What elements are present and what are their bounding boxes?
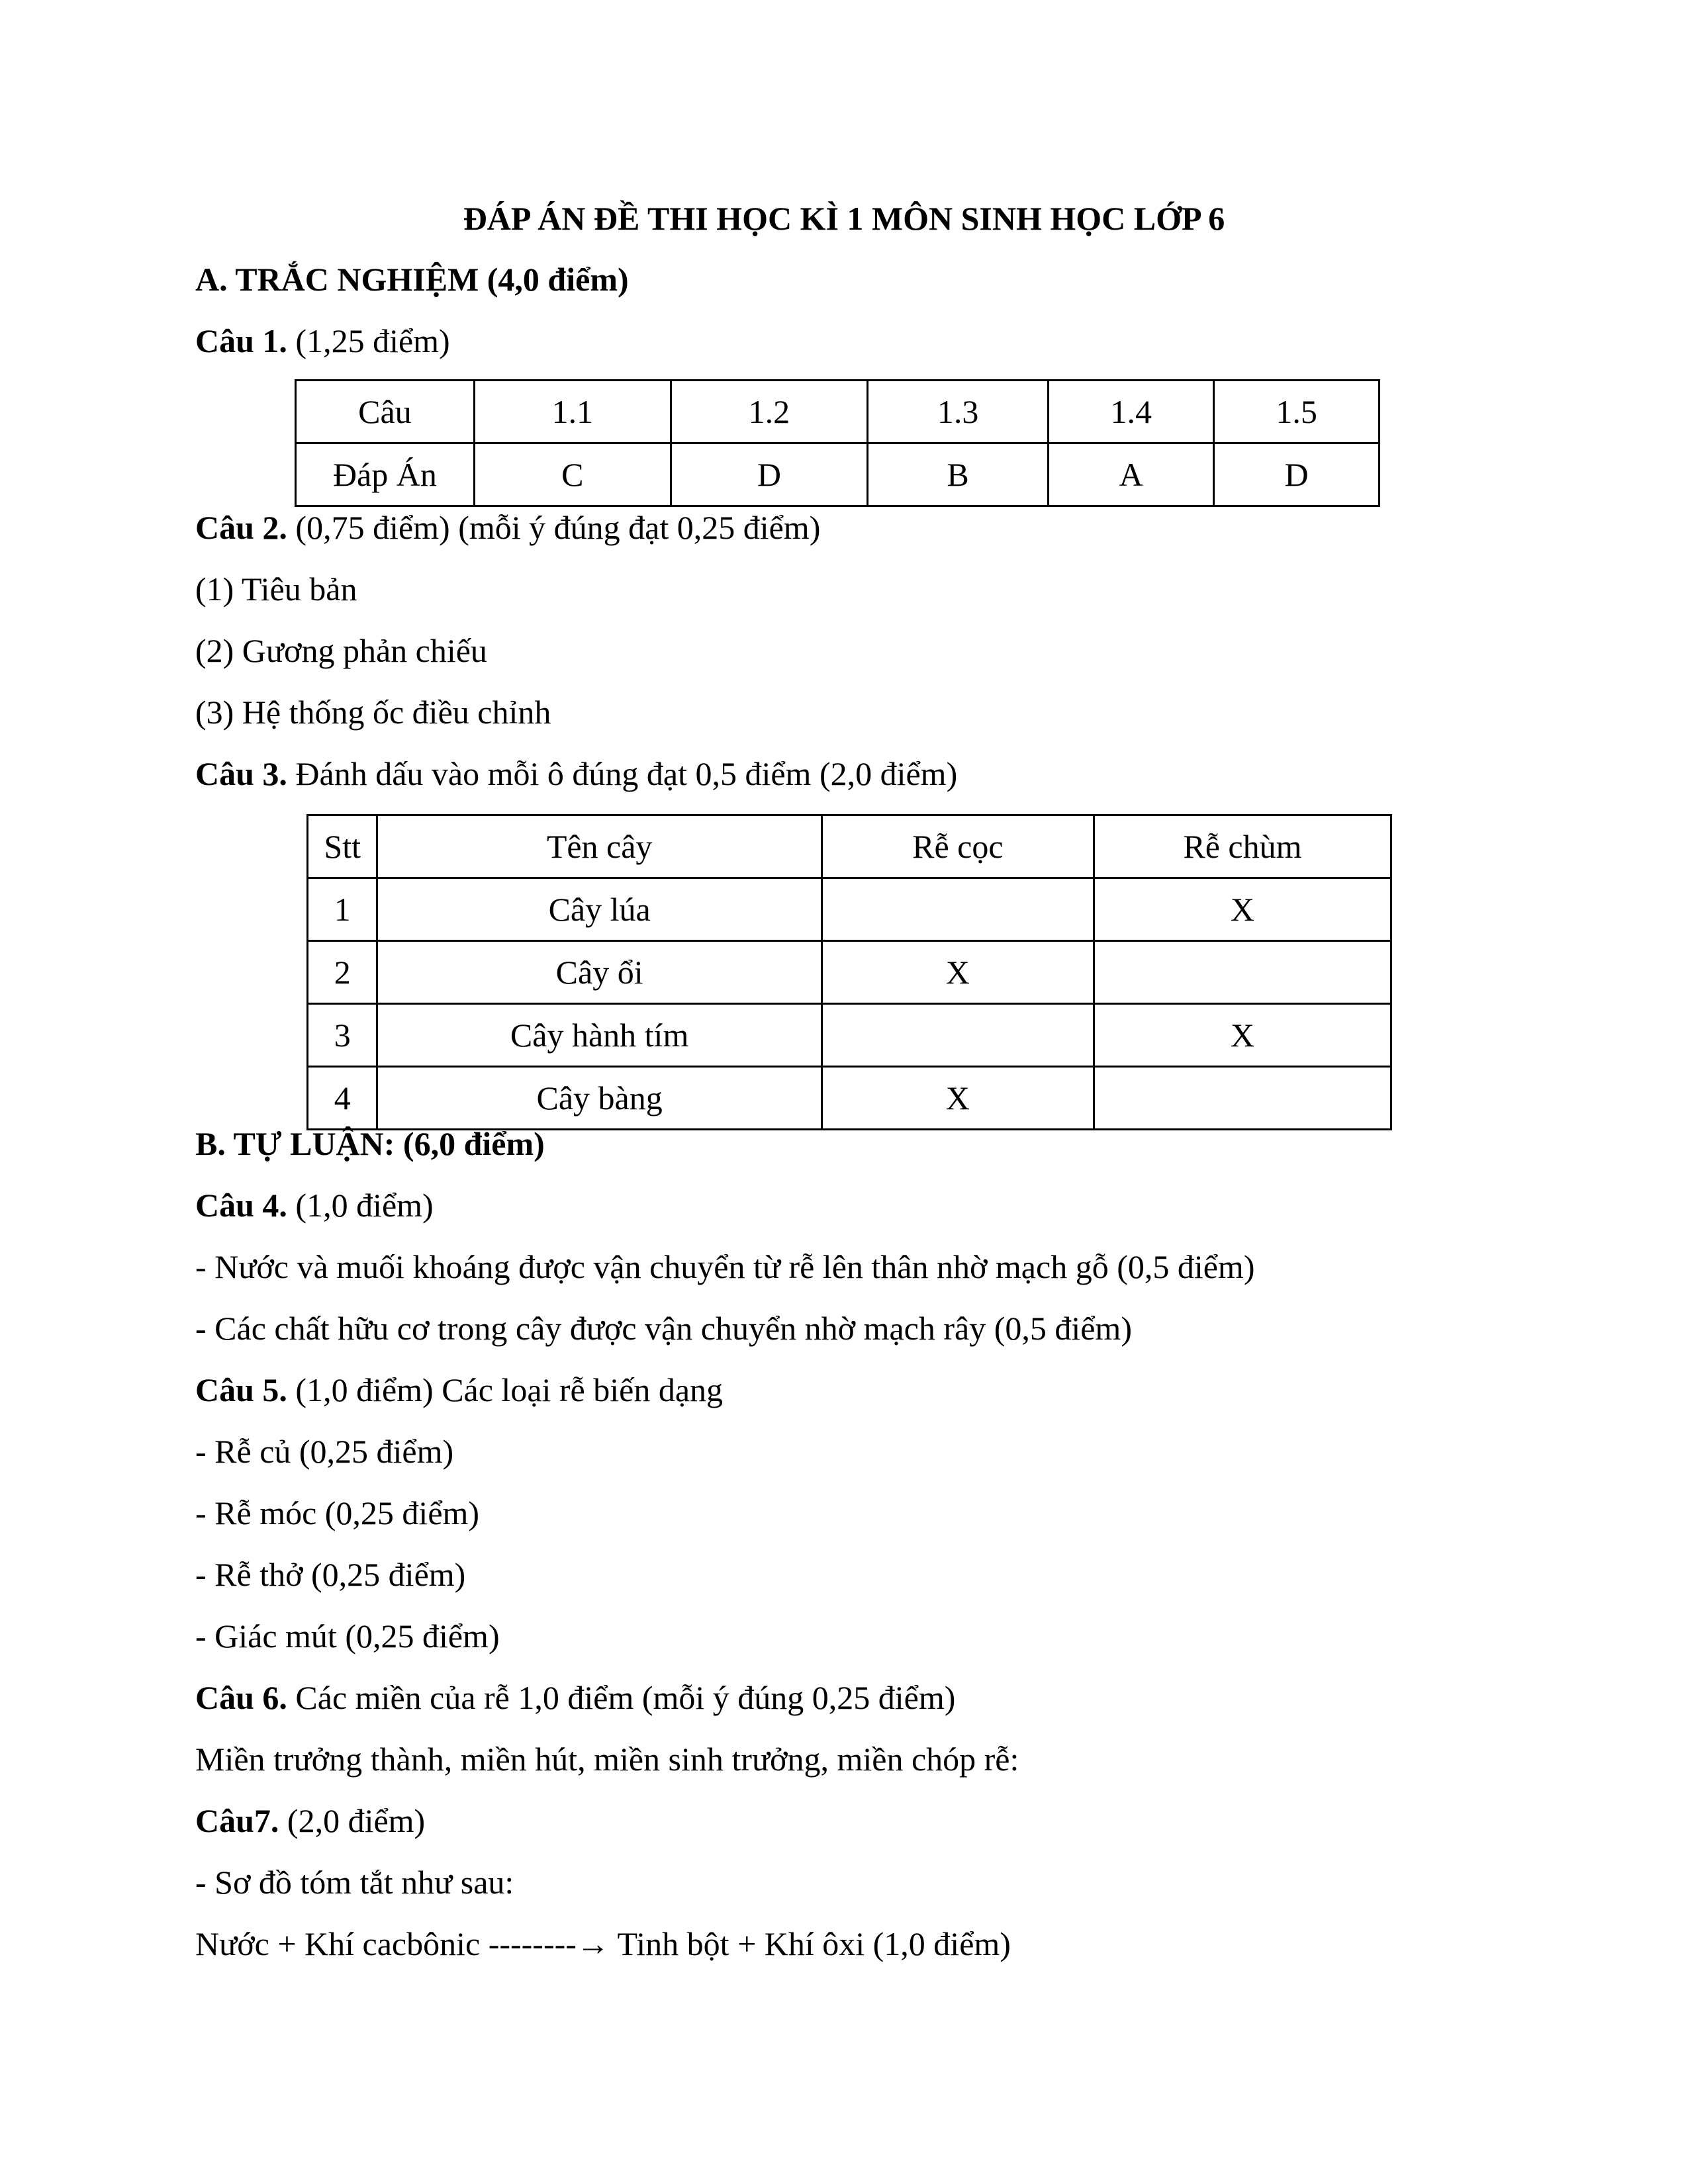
- table-cell: 1: [308, 878, 377, 941]
- table-cell: 1.4: [1049, 381, 1214, 443]
- list-item: (1) Tiêu bản: [195, 570, 357, 608]
- q1-line: [195, 324, 450, 357]
- q7-text: (2,0 điểm): [279, 1802, 426, 1839]
- table-cell: D: [671, 443, 867, 506]
- list-item: - Nước và muối khoáng được vận chuyển từ rễ lên thân nhờ mạch gỗ (0,5 điểm): [195, 1248, 1255, 1285]
- section-a-heading: A. TRẮC NGHIỆM (4,0 điểm): [195, 261, 629, 298]
- table-cell: [821, 1004, 1094, 1067]
- q7-line: [195, 1804, 425, 1837]
- list-item: (2) Gương phản chiếu: [195, 632, 487, 669]
- table-cell: Cây bàng: [377, 1067, 821, 1130]
- q3-text: Đánh dấu vào mỗi ô đúng đạt 0,5 điểm (2,0 điểm): [287, 755, 958, 792]
- table-cell: Cây lúa: [377, 878, 821, 941]
- q3-label: Câu 3.: [195, 755, 287, 792]
- q4-label: Câu 4.: [195, 1187, 287, 1224]
- table-header-cell: Stt: [308, 815, 377, 878]
- table-cell: A: [1049, 443, 1214, 506]
- list-item: (3) Hệ thống ốc điều chỉnh: [195, 694, 551, 731]
- table-header-cell: Rễ chùm: [1094, 815, 1391, 878]
- table-row: [308, 1067, 1391, 1130]
- table-cell: X: [821, 1067, 1094, 1130]
- table-cell: 4: [308, 1067, 377, 1130]
- list-item: - Các chất hữu cơ trong cây được vận chuyển nhờ mạch rây (0,5 điểm): [195, 1310, 1132, 1347]
- page-title: ĐÁP ÁN ĐỀ THI HỌC KÌ 1 MÔN SINH HỌC LỚP 6: [463, 200, 1225, 237]
- list-item: - Giác mút (0,25 điểm): [195, 1617, 500, 1655]
- table-row: [296, 381, 1380, 443]
- table-cell: C: [474, 443, 671, 506]
- list-item: - Sơ đồ tóm tắt như sau:: [195, 1864, 514, 1901]
- q2-line: [195, 511, 820, 544]
- q5-line: [195, 1373, 723, 1406]
- table-cell: Cây ổi: [377, 941, 821, 1004]
- table-cell: [821, 878, 1094, 941]
- q3-line: [195, 757, 957, 790]
- q4-text: (1,0 điểm): [287, 1187, 434, 1224]
- q1-answer-table: [295, 379, 1380, 507]
- q5-label: Câu 5.: [195, 1371, 287, 1408]
- q6-text: Các miền của rễ 1,0 điểm (mỗi ý đúng 0,25 điểm): [287, 1679, 956, 1716]
- table-row: [308, 878, 1391, 941]
- table-cell: 1.1: [474, 381, 671, 443]
- table-cell: 1.3: [867, 381, 1048, 443]
- q7-label: Câu7.: [195, 1802, 279, 1839]
- q6-label: Câu 6.: [195, 1679, 287, 1716]
- table-cell: [1094, 1067, 1391, 1130]
- table-cell: B: [867, 443, 1048, 506]
- table-row: [308, 941, 1391, 1004]
- table-cell: 1.2: [671, 381, 867, 443]
- table-cell: [1094, 941, 1391, 1004]
- q1-text: (1,25 điểm): [287, 322, 450, 359]
- q5-text: (1,0 điểm) Các loại rễ biến dạng: [287, 1371, 724, 1408]
- table-cell: X: [1094, 1004, 1391, 1067]
- q2-text: (0,75 điểm) (mỗi ý đúng đạt 0,25 điểm): [287, 509, 821, 546]
- list-item: - Rễ móc (0,25 điểm): [195, 1494, 480, 1531]
- table-header-row: [308, 815, 1391, 878]
- table-cell: Cây hành tím: [377, 1004, 821, 1067]
- list-item: - Rễ thở (0,25 điểm): [195, 1556, 466, 1593]
- table-cell: 1.5: [1214, 381, 1380, 443]
- q1-label: Câu 1.: [195, 322, 287, 359]
- table-header-cell: Rễ cọc: [821, 815, 1094, 878]
- formula-line: Nước + Khí cacbônic --------→ Tinh bột + Khí ôxi (1,0 điểm): [195, 1925, 1011, 1962]
- section-b-heading: B. TỰ LUẬN: (6,0 điểm): [195, 1125, 545, 1162]
- table-cell: Câu: [296, 381, 475, 443]
- q3-root-table: [306, 814, 1392, 1130]
- q6-answer: Miền trưởng thành, miền hút, miền sinh trưởng, miền chóp rễ:: [195, 1741, 1019, 1778]
- table-cell: 2: [308, 941, 377, 1004]
- table-row: [296, 443, 1380, 506]
- table-cell: D: [1214, 443, 1380, 506]
- table-cell: 3: [308, 1004, 377, 1067]
- q2-label: Câu 2.: [195, 509, 287, 546]
- table-cell: X: [1094, 878, 1391, 941]
- table-cell: X: [821, 941, 1094, 1004]
- table-header-cell: Tên cây: [377, 815, 821, 878]
- table-row: [308, 1004, 1391, 1067]
- table-cell: Đáp Án: [296, 443, 475, 506]
- q4-line: [195, 1189, 434, 1222]
- list-item: - Rễ củ (0,25 điểm): [195, 1433, 454, 1470]
- q6-line: [195, 1681, 955, 1714]
